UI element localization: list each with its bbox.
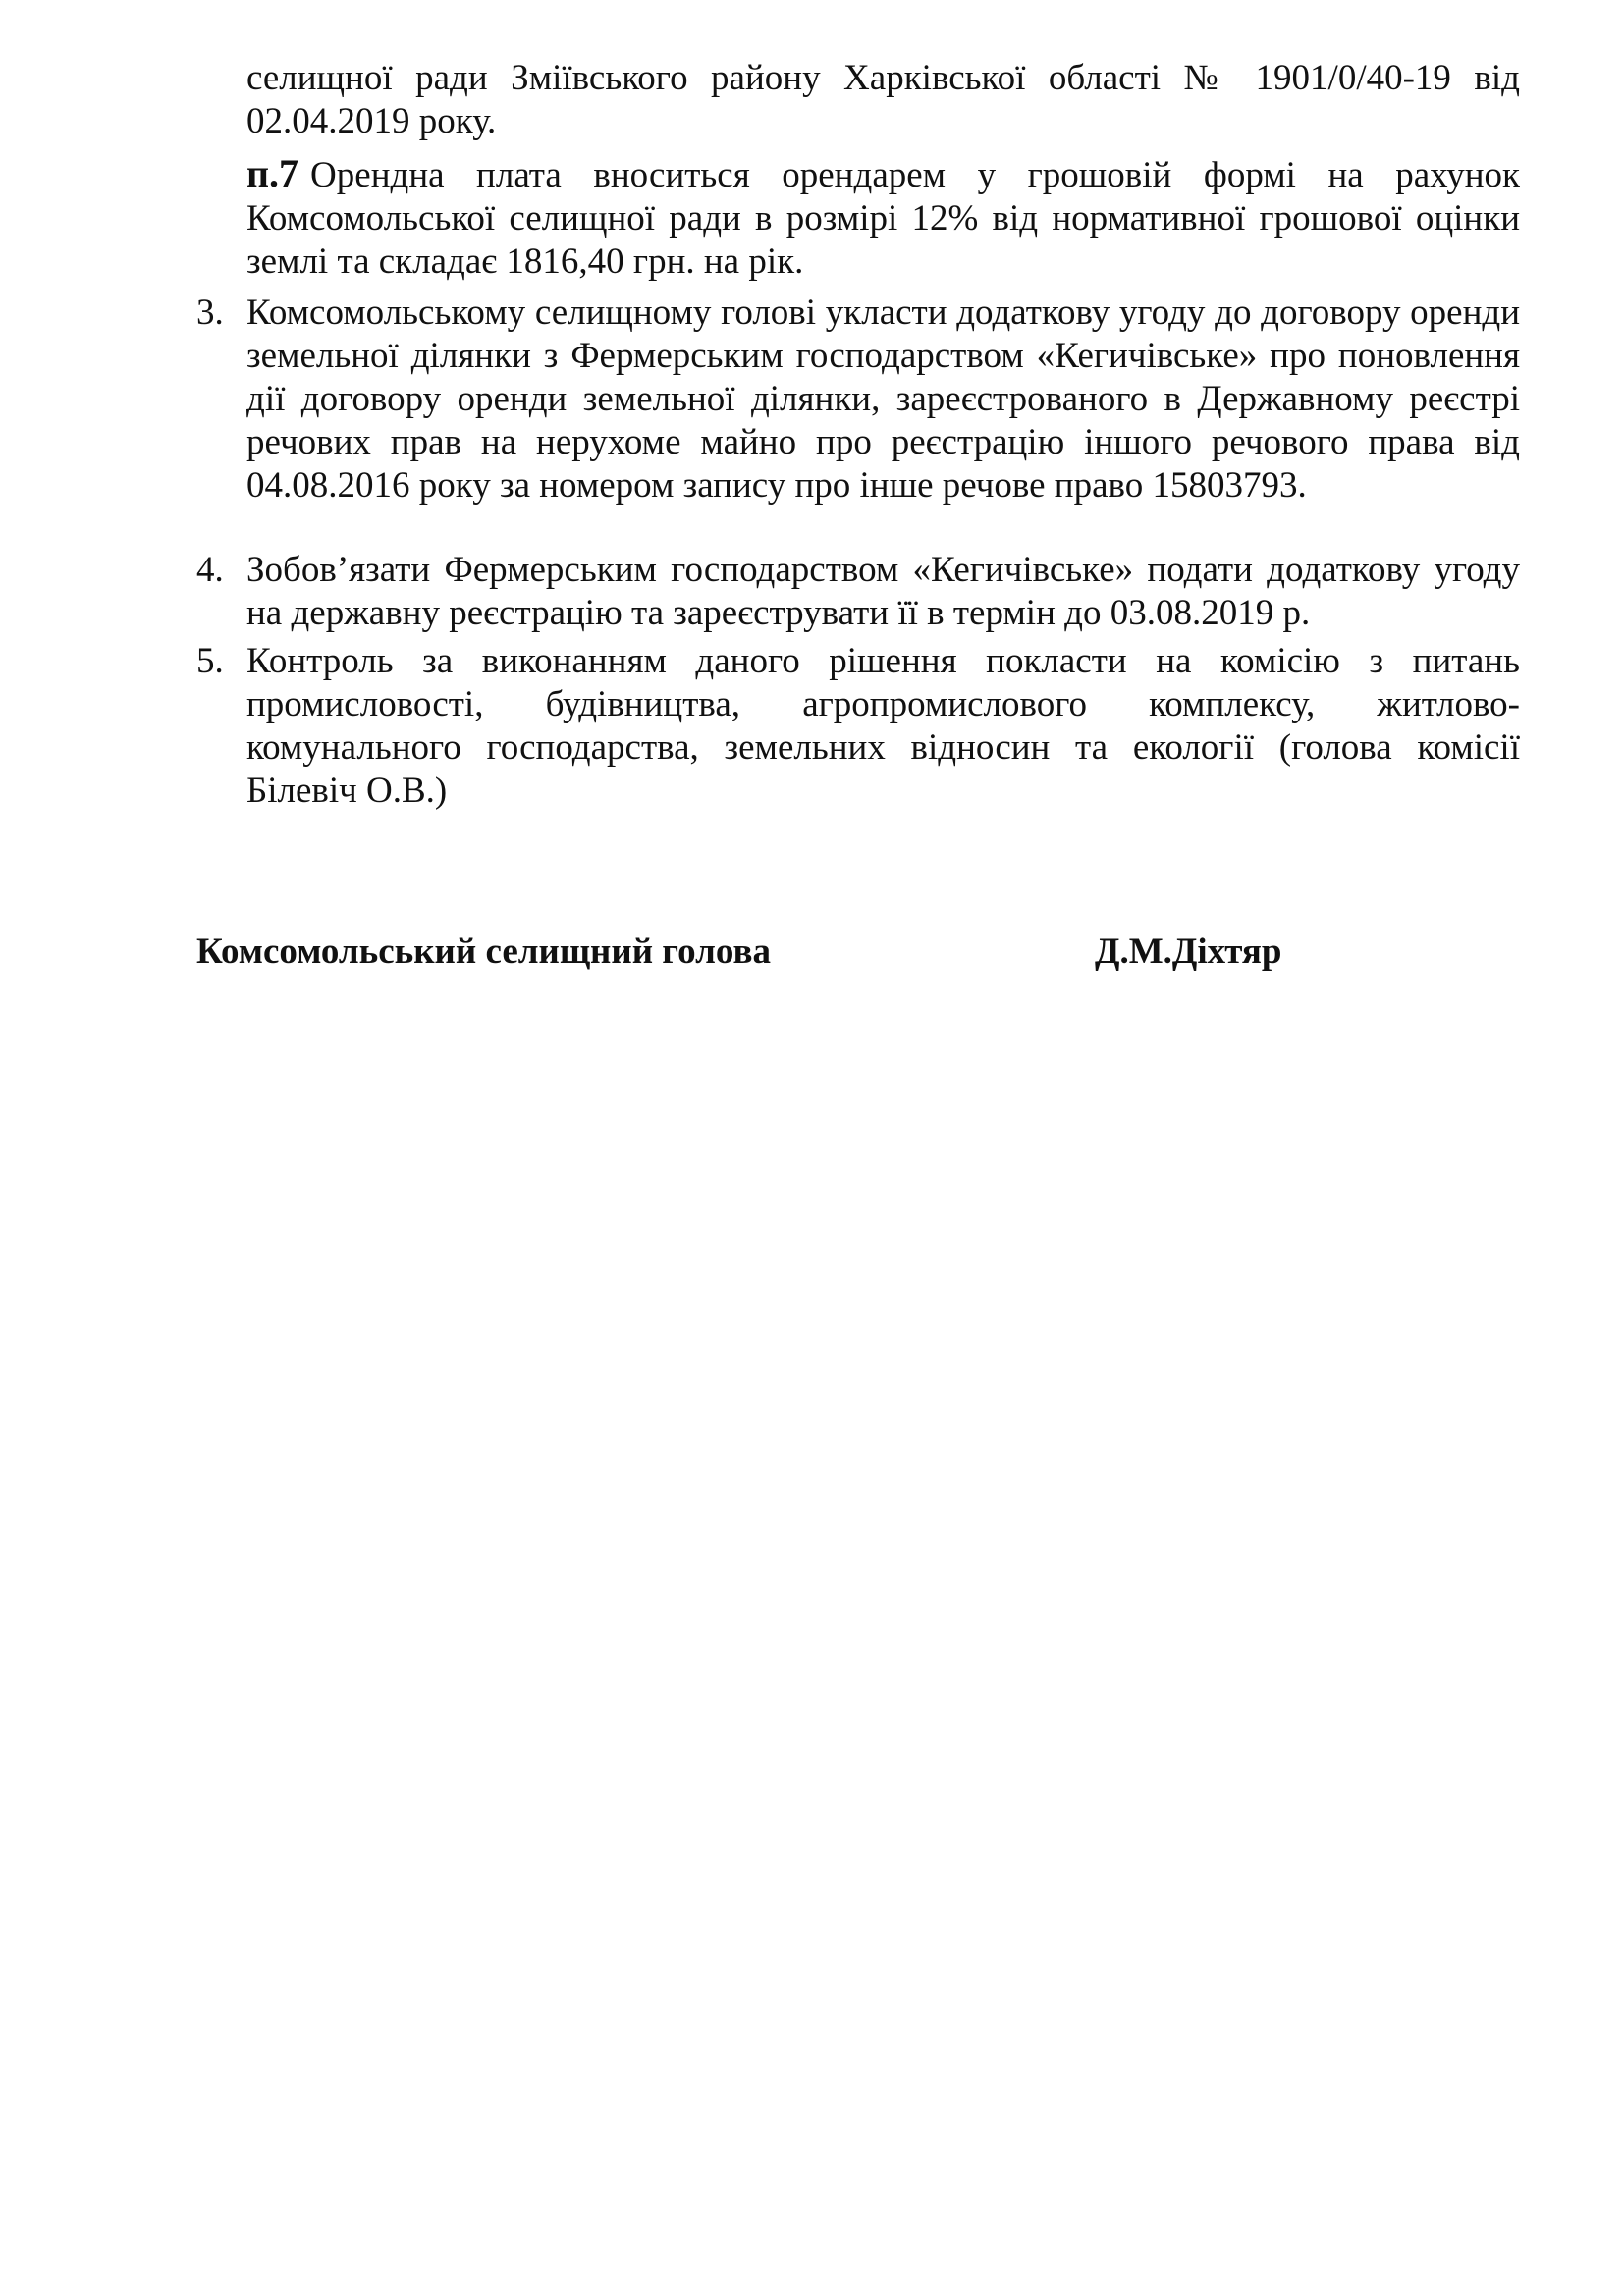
- list-item-text: Комсомольському селищному голові укласти додаткову угоду до договору оренди земельної ділянки з Фермерським господарством «Кегичівське» про поновлення дії договору оренди земельної ділянки, зареєстрованого в Державному реєстрі речових прав на нерухоме майно про реєстрацію іншого речового права від 04.08.2016 року за номером запису про інше речове право 15803793.: [246, 293, 1520, 506]
- signature-name: Д.М.Діхтяр: [1095, 932, 1282, 972]
- list-item-4: [187, 549, 1520, 635]
- list-item-number: 4.: [196, 550, 224, 590]
- clause-7-text: Орендна плата вноситься орендарем у грошовій формі на рахунок Комсомольської селищної ради в розмірі 12% від нормативної грошової оцінки землі та складає 1816,40 грн. на рік.: [246, 155, 1520, 282]
- clause-7-label: п.7: [246, 151, 299, 195]
- continuation-paragraph: [246, 57, 1520, 143]
- clause-7-paragraph: [246, 152, 1520, 284]
- list-item-5: [187, 640, 1520, 813]
- list-item-3: [187, 292, 1520, 507]
- signature-title: Комсомольський селищний голова: [196, 932, 771, 972]
- list-item-text: Контроль за виконанням даного рішення покласти на комісію з питань промисловості, будівництва, агропромислового комплексу, житлово-комунального господарства, земельних відносин та екології (голова комісії Білевіч О.В.): [246, 641, 1520, 811]
- list-item-text: Зобов’язати Фермерським господарством «Кегичівське» подати додаткову угоду на державну реєстрацію та зареєструвати її в термін до 03.08.2019 р.: [246, 550, 1520, 633]
- list-item-number: 5.: [196, 641, 224, 681]
- continuation-text: селищної ради Зміївського району Харківської області № 1901/0/40-19 від 02.04.2019 року.: [246, 58, 1520, 141]
- list-item-number: 3.: [196, 293, 224, 333]
